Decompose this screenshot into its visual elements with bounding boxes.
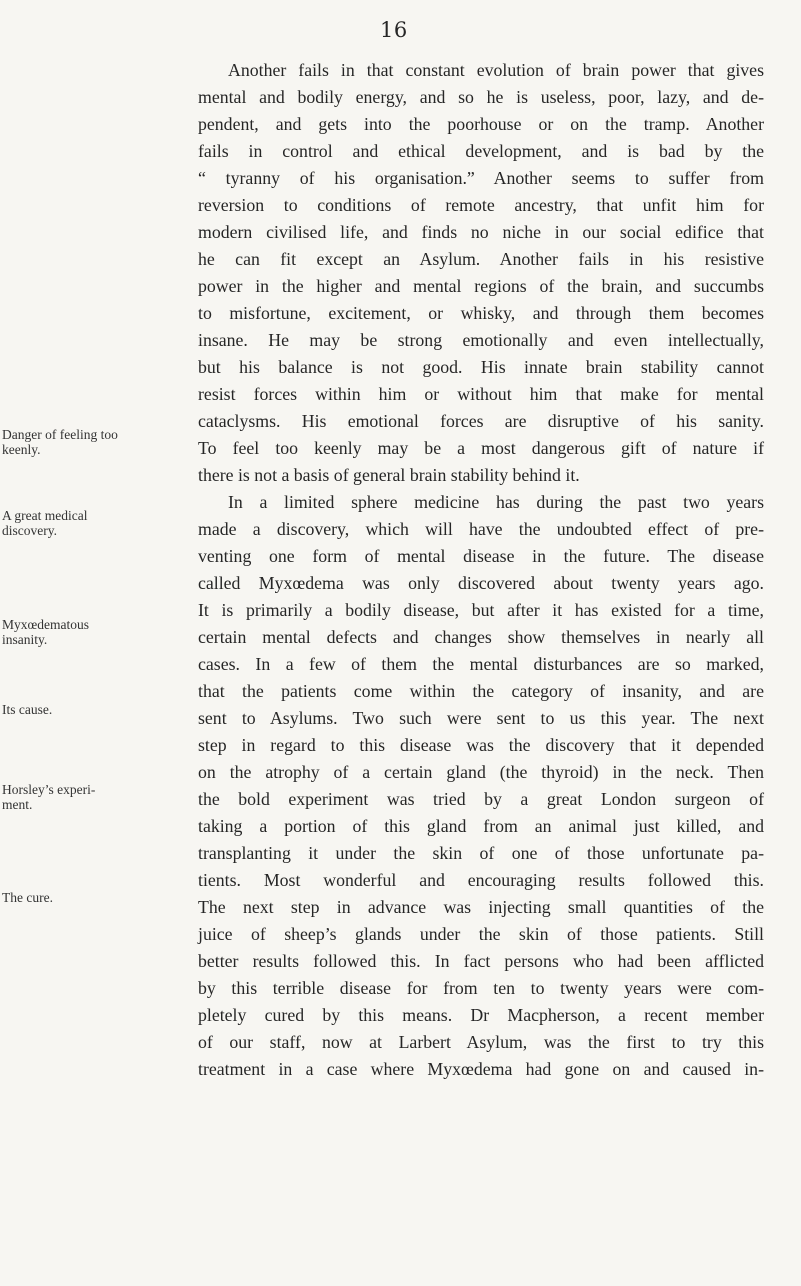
text-line: called Myxœdema was only discovered about twenty years ago.: [198, 573, 764, 593]
margin-note-discovery: A great medical discovery.: [2, 508, 88, 538]
margin-note-danger: Danger of feeling too keenly.: [2, 427, 118, 457]
text-line: To feel too keenly may be a most dangerous gift of nature if: [198, 438, 764, 458]
text-line: there is not a basis of general brain stability behind it.: [198, 465, 580, 485]
text-line: reversion to conditions of remote ancestry, that unfit him for: [198, 195, 764, 215]
margin-note-cause: Its cause.: [2, 702, 53, 717]
margin-note-myxoedematous: Myxœdematous insanity.: [2, 617, 89, 647]
text-line: cases. In a few of them the mental disturbances are so marked,: [198, 654, 764, 674]
text-line: It is primarily a bodily disease, but after it has existed for a time,: [198, 600, 764, 620]
text-line: In a limited sphere medicine has during the past two years: [228, 492, 764, 512]
text-line: cataclysms. His emotional forces are disruptive of his sanity.: [198, 411, 764, 431]
text-line: Another fails in that constant evolution of brain power that gives: [228, 60, 764, 80]
text-line: better results followed this. In fact persons who had been afflicted: [198, 951, 764, 971]
text-line: fails in control and ethical development, and is bad by the: [198, 141, 764, 161]
text-line: made a discovery, which will have the undoubted effect of pre-: [198, 519, 764, 539]
text-line: that the patients come within the category of insanity, and are: [198, 681, 764, 701]
text-line: venting one form of mental disease in the future. The disease: [198, 546, 764, 566]
text-line: he can fit except an Asylum. Another fails in his resistive: [198, 249, 764, 269]
text-line: of our staff, now at Larbert Asylum, was the first to try this: [198, 1032, 764, 1052]
text-line: treatment in a case where Myxœdema had gone on and caused in-: [198, 1059, 764, 1079]
text-line: but his balance is not good. His innate brain stability cannot: [198, 357, 764, 377]
text-line: juice of sheep’s glands under the skin of those patients. Still: [198, 924, 764, 944]
text-line: taking a portion of this gland from an animal just killed, and: [198, 816, 764, 836]
margin-note-cure: The cure.: [2, 890, 53, 905]
text-line: mental and bodily energy, and so he is useless, poor, lazy, and de-: [198, 87, 764, 107]
text-line: transplanting it under the skin of one of those unfortunate pa-: [198, 843, 764, 863]
page-number: 16: [380, 18, 408, 42]
text-line: “ tyranny of his organisation.” Another seems to suffer from: [198, 168, 764, 188]
text-line: to misfortune, excitement, or whisky, and through them becomes: [198, 303, 764, 323]
text-line: insane. He may be strong emotionally and even intellectually,: [198, 330, 764, 350]
text-line: the bold experiment was tried by a great London surgeon of: [198, 789, 764, 809]
text-line: pendent, and gets into the poorhouse or on the tramp. Another: [198, 114, 764, 134]
text-line: sent to Asylums. Two such were sent to us this year. The next: [198, 708, 764, 728]
text-line: power in the higher and mental regions of the brain, and succumbs: [198, 276, 764, 296]
text-line: by this terrible disease for from ten to twenty years were com-: [198, 978, 764, 998]
text-line: pletely cured by this means. Dr Macpherson, a recent member: [198, 1005, 764, 1025]
text-line: on the atrophy of a certain gland (the thyroid) in the neck. Then: [198, 762, 764, 782]
text-line: certain mental defects and changes show themselves in nearly all: [198, 627, 764, 647]
text-line: resist forces within him or without him that make for mental: [198, 384, 764, 404]
text-line: The next step in advance was injecting small quantities of the: [198, 897, 764, 917]
text-line: tients. Most wonderful and encouraging results followed this.: [198, 870, 764, 890]
text-line: modern civilised life, and finds no niche in our social edifice that: [198, 222, 764, 242]
text-line: step in regard to this disease was the discovery that it depended: [198, 735, 764, 755]
margin-note-horsley: Horsley’s experi-ment.: [2, 782, 96, 812]
